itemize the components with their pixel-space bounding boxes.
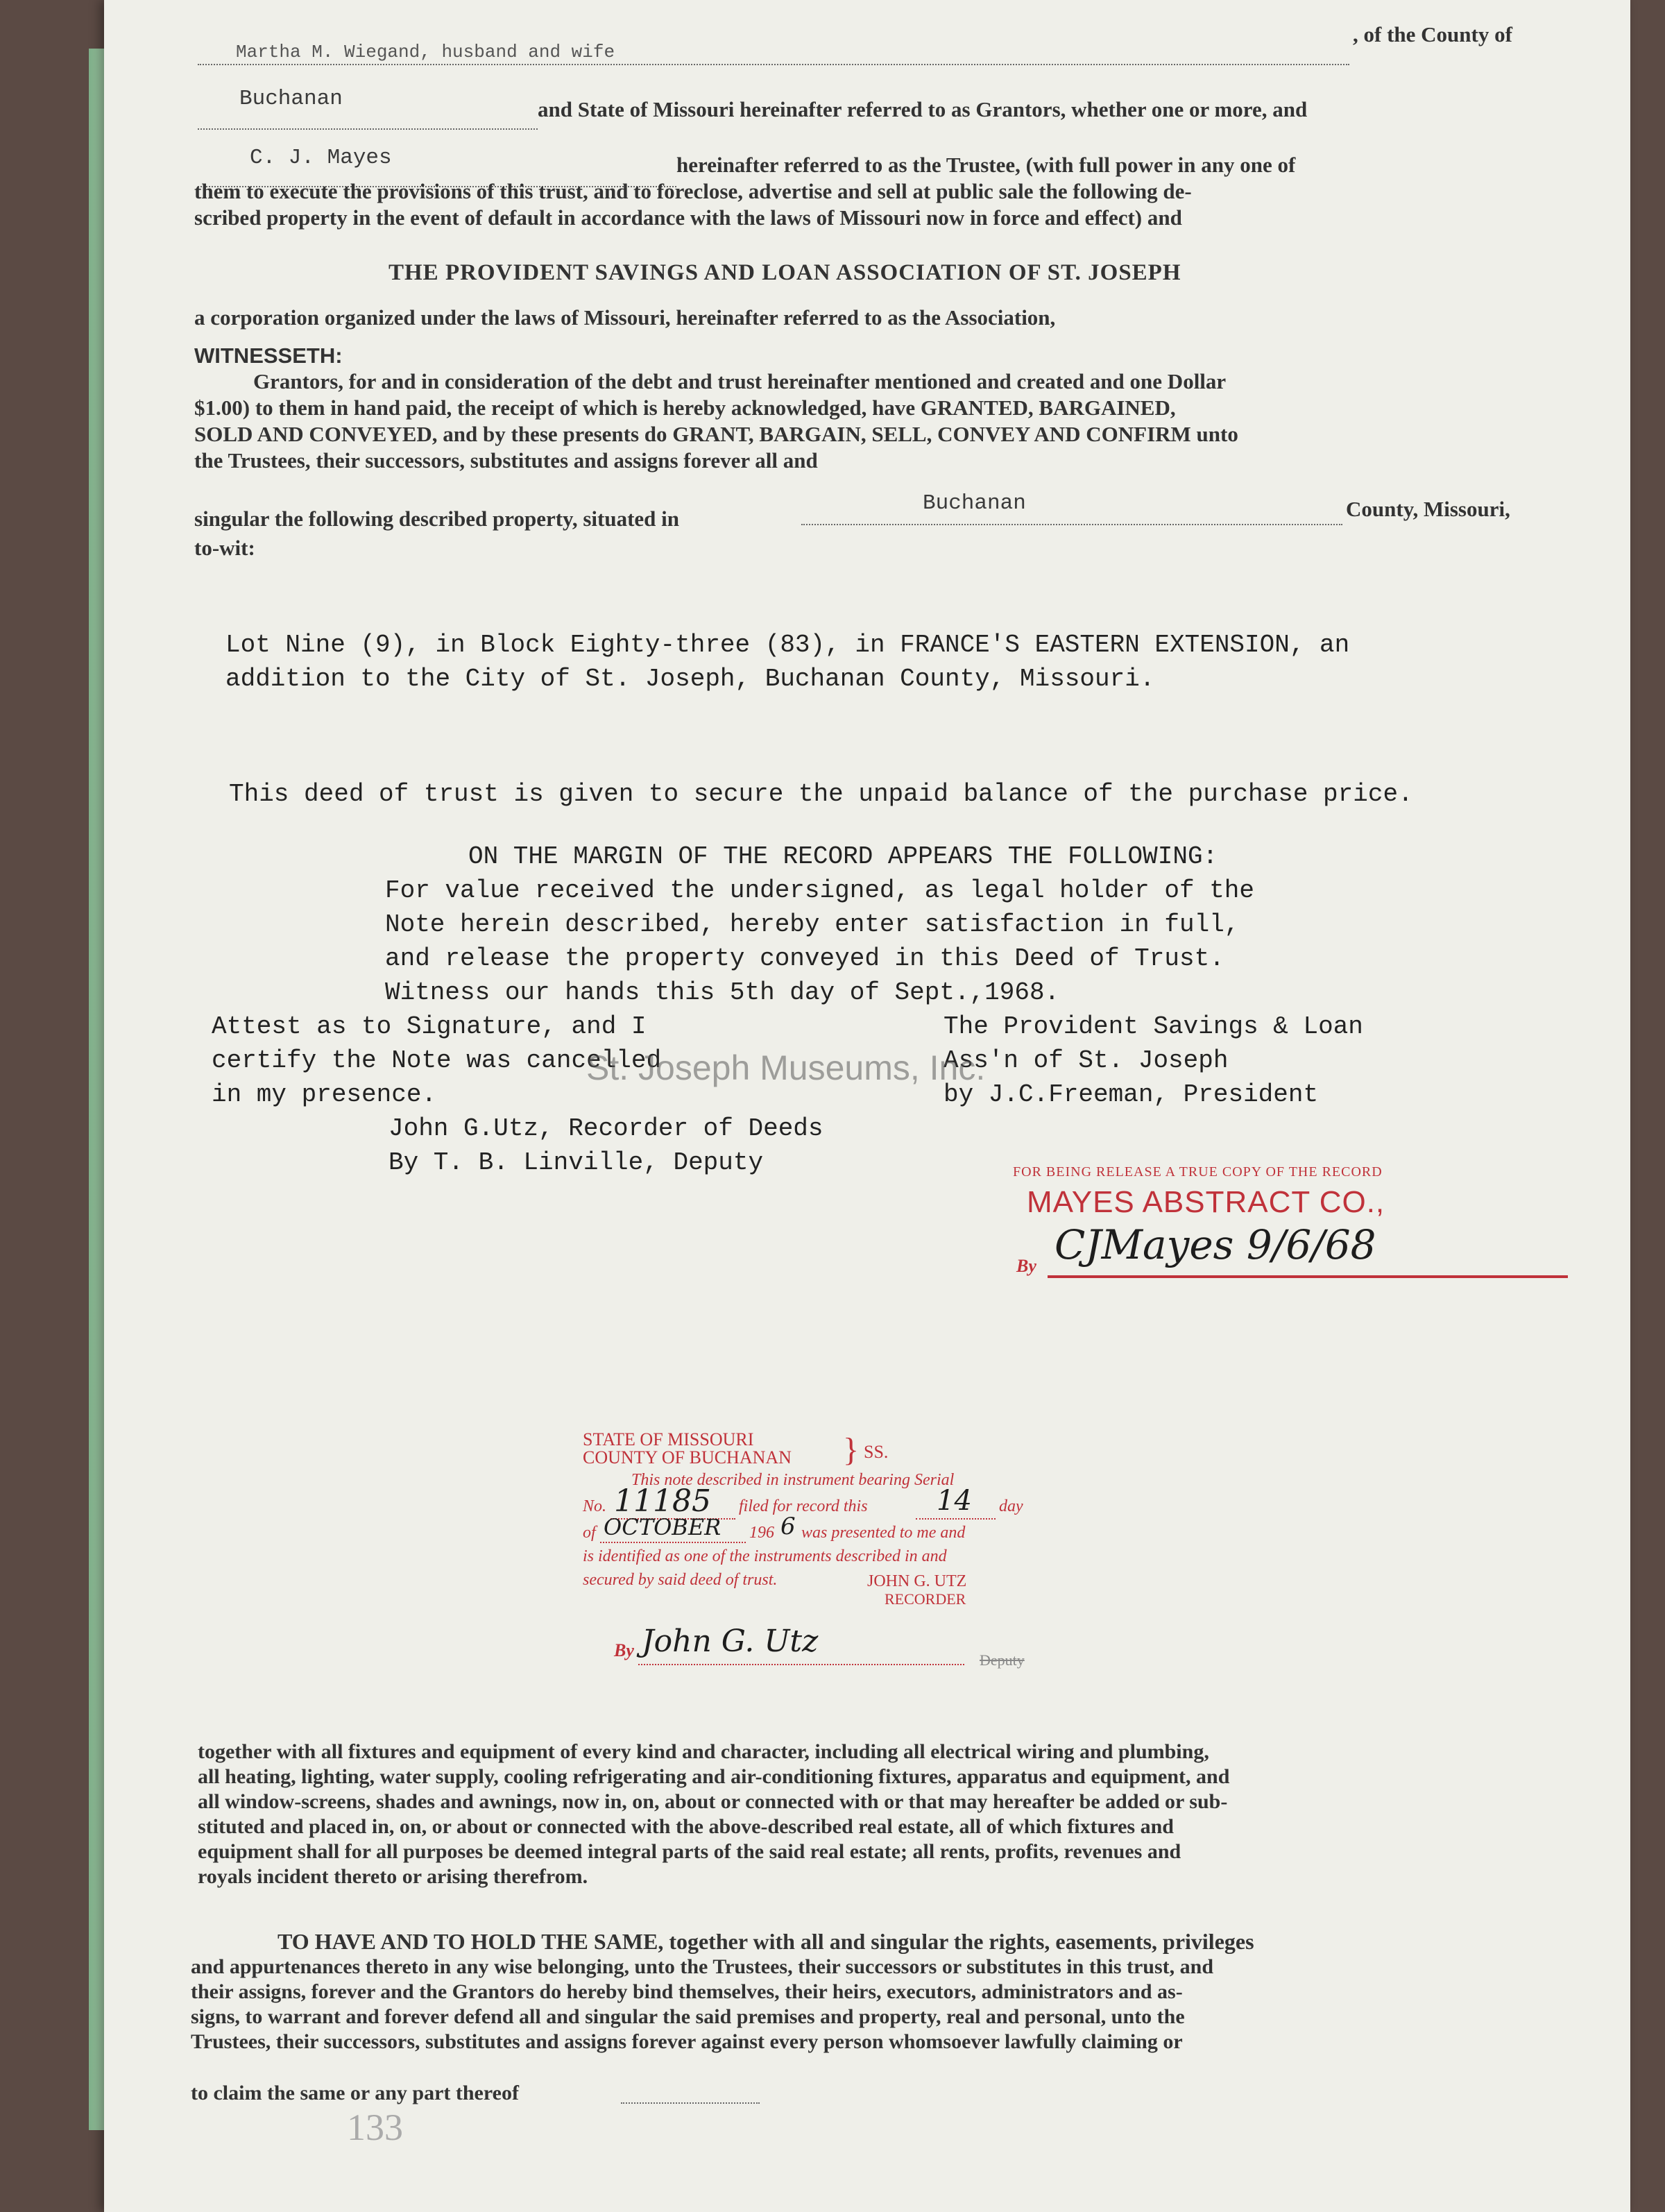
deed-purpose: This deed of trust is given to secure the unpaid balance of the purchase price. [229, 780, 1413, 808]
abstract-signature-line [1048, 1275, 1568, 1278]
abstract-stamp-company: MAYES ABSTRACT CO., [1027, 1185, 1385, 1219]
grant-line-2: $1.00) to them in hand paid, the receipt of which is hereby acknowledged, have GRANTED, BARGAINED, [194, 395, 1176, 420]
fixtures-line-5: equipment shall for all purposes be deemed integral parts of the said real estate; all rents, profits, revenues and [198, 1840, 1181, 1863]
grant-line-1: Grantors, for and in consideration of the debt and trust hereinafter mentioned and created and one Dollar [253, 369, 1227, 393]
museum-watermark: St. Joseph Museums, Inc. [586, 1048, 986, 1087]
recorder-line-2: By T. B. Linville, Deputy [388, 1148, 764, 1177]
grantors-county-blank [198, 128, 538, 130]
to-wit-label: to-wit: [194, 536, 255, 560]
trustee-phrase: hereinafter referred to as the Trustee, (with full power in any one of [676, 153, 1296, 177]
margin-line-4: Witness our hands this 5th day of Sept.,1968. [385, 978, 1060, 1007]
habendum-line-2: and appurtenances thereto in any wise belonging, unto the Trustees, their successors or substitutes in this trust, and [191, 1955, 1214, 1978]
deed-page [104, 0, 1630, 2212]
attest-line-2: certify the Note was cancelled [212, 1046, 662, 1075]
margin-line-1: For value received the undersigned, as legal holder of the [385, 876, 1255, 905]
grantors-county: Buchanan [239, 87, 343, 111]
association-phrase: a corporation organized under the laws of Missouri, hereinafter referred to as the Association, [194, 305, 1056, 330]
stamp-day: day [999, 1497, 1023, 1515]
stamp-year-digit: 6 [780, 1513, 796, 1540]
property-county: Buchanan [923, 491, 1026, 516]
attest-line-1: Attest as to Signature, and I [212, 1012, 647, 1041]
stamp-line-1: This note described in instrument bearing Serial [631, 1471, 955, 1489]
holder-line-1: The Provident Savings & Loan [944, 1012, 1363, 1041]
stamp-day-blank [916, 1518, 996, 1520]
abstract-signature: CJMayes 9/6/68 [1054, 1221, 1376, 1268]
stamp-state: STATE OF MISSOURI [583, 1429, 754, 1449]
stamp-signature-blank [638, 1664, 964, 1665]
stamp-month-blank [600, 1542, 746, 1543]
county-of-label: , of the County of [1353, 22, 1512, 46]
stamp-line-4: is identified as one of the instruments described in and [583, 1547, 947, 1565]
stamp-by: By [614, 1640, 634, 1660]
margin-line-3: and release the property conveyed in this Deed of Trust. [385, 944, 1224, 973]
margin-heading: ON THE MARGIN OF THE RECORD APPEARS THE FOLLOWING: [468, 842, 1218, 871]
stamp-county: COUNTY OF BUCHANAN [583, 1447, 792, 1467]
trustee-phrase-3: scribed property in the event of default in accordance with the laws of Missouri now in force and effect) and [194, 205, 1182, 230]
stamp-recorder-name: JOHN G. UTZ [867, 1572, 967, 1590]
state-phrase: and State of Missouri hereinafter referred to as Grantors, whether one or more, and [538, 97, 1308, 121]
margin-line-2: Note herein described, hereby enter satisfaction in full, [385, 910, 1240, 939]
stamp-month: OCTOBER [604, 1514, 722, 1540]
grantors-name: Martha M. Wiegand, husband and wife [236, 42, 615, 62]
stamp-ss: SS. [864, 1442, 889, 1462]
stamp-presented: was presented to me and [801, 1524, 966, 1542]
stamp-recorder-title: RECORDER [885, 1590, 966, 1608]
habendum-line-1: TO HAVE AND TO HOLD THE SAME, together with all and singular the rights, easements, privileges [278, 1929, 1254, 1954]
abstract-stamp-by: By [1016, 1256, 1036, 1276]
habendum-line-5: Trustees, their successors, substitutes and assigns forever against every person whomsoever lawfully claiming or [191, 2030, 1183, 2053]
situated-phrase: singular the following described property, situated in [194, 507, 679, 531]
habendum-line-3: their assigns, forever and the Grantors do hereby bind themselves, their heirs, executors, administrators and as- [191, 1980, 1183, 2003]
stamp-serial: 11185 [614, 1483, 711, 1519]
stamp-day-num: 14 [937, 1485, 972, 1517]
fixtures-line-3: all window-screens, shades and awnings, now in, on, about or connected with or that may hereafter be added or sub- [198, 1790, 1228, 1813]
stamp-filed: filed for record this [739, 1497, 868, 1515]
stamp-signature: John G. Utz [642, 1624, 819, 1659]
grant-line-3: SOLD AND CONVEYED, and by these presents do GRANT, BARGAIN, SELL, CONVEY AND CONFIRM unto [194, 422, 1238, 446]
grantors-name-blank [198, 64, 1349, 65]
fixtures-line-1: together with all fixtures and equipment of every kind and character, including all electrical wiring and plumbing, [198, 1740, 1209, 1763]
stamp-no-label: No. [583, 1497, 607, 1515]
stamp-brace: } [843, 1431, 860, 1468]
stamp-line-5: secured by said deed of trust. [583, 1571, 778, 1589]
stamp-of: of [583, 1524, 596, 1542]
fixtures-line-6: royals incident thereto or arising therefrom. [198, 1865, 588, 1888]
holder-line-2: Ass'n of St. Joseph [944, 1046, 1229, 1075]
stamp-deputy: Deputy [980, 1651, 1025, 1669]
trustee-name: C. J. Mayes [250, 146, 392, 170]
association-name: THE PROVIDENT SAVINGS AND LOAN ASSOCIATION OF ST. JOSEPH [388, 260, 1181, 285]
habendum-line-4: signs, to warrant and forever defend all and singular the said premises and property, real and personal, unto the [191, 2005, 1185, 2028]
legal-description-line-2: addition to the City of St. Joseph, Buchanan County, Missouri. [225, 665, 1155, 693]
holder-line-3: by J.C.Freeman, President [944, 1080, 1319, 1109]
property-county-blank [801, 524, 1342, 525]
county-missouri-label: County, Missouri, [1346, 497, 1510, 521]
trustee-phrase-2: them to execute the provisions of this trust, and to foreclose, advertise and sell at public sale the following de- [194, 179, 1192, 203]
recorder-line-1: John G.Utz, Recorder of Deeds [388, 1114, 823, 1143]
habendum-blank [621, 2102, 760, 2104]
abstract-stamp-caption: FOR BEING RELEASE A TRUE COPY OF THE RECORD [1013, 1164, 1383, 1180]
witnesseth-heading: WITNESSETH: [194, 343, 343, 368]
attest-line-3: in my presence. [212, 1080, 437, 1109]
grant-line-4: the Trustees, their successors, substitutes and assigns forever all and [194, 448, 818, 473]
page-number: 133 [347, 2107, 403, 2148]
legal-description-line-1: Lot Nine (9), in Block Eighty-three (83), in FRANCE'S EASTERN EXTENSION, an [225, 631, 1350, 659]
stamp-year-prefix: 196 [749, 1524, 774, 1542]
fixtures-line-2: all heating, lighting, water supply, cooling refrigerating and air-conditioning fixtures, apparatus and equipment, and [198, 1765, 1230, 1788]
habendum-line-6: to claim the same or any part thereof [191, 2082, 519, 2104]
fixtures-line-4: stituted and placed in, on, or about or connected with the above-described real estate, all of which fixtures and [198, 1815, 1174, 1838]
